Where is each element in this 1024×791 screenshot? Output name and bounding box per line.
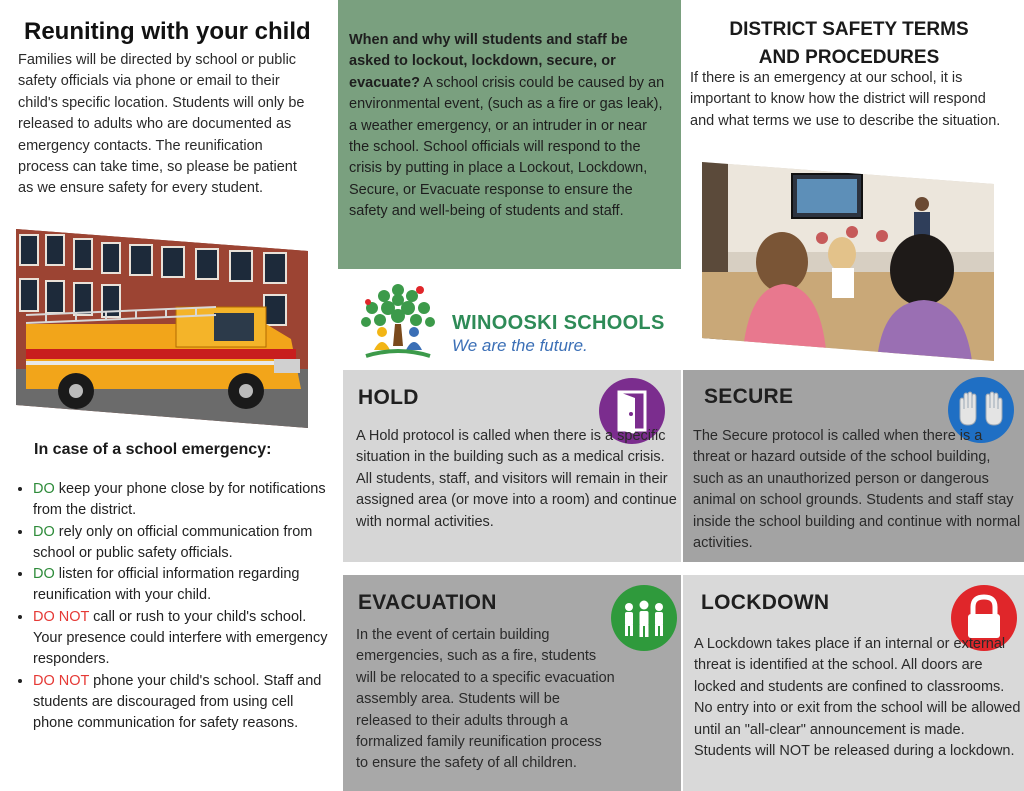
do-label: DO xyxy=(33,566,55,583)
lockdown-panel xyxy=(683,575,1024,791)
tip-text: rely only on official communication from school or public safety officials. xyxy=(33,523,313,561)
evacuation-title: EVACUATION xyxy=(358,591,497,614)
logo-tagline: We are the future. xyxy=(452,336,588,355)
do-label: DO xyxy=(33,481,55,497)
hold-body: A Hold protocol is called when there is a specific situation in the building such as a medical crisis. All students, staff, and visitors will remain in their assigned area (or move into a room) and continue with normal activities. xyxy=(356,428,677,530)
logo-name: WINOOSKI SCHOOLS xyxy=(452,312,665,334)
why-answer: A school crisis could be caused by an environmental event, (such as a fire or gas leak), a weather emergency, or an intruder in or near the school. School officials will respond to the crisis by putting in place a Lockout, Lockdown, Secure, or Evacuate response to ensure the safety and well-being of students and staff. xyxy=(349,74,665,220)
do-label: DO xyxy=(33,523,55,540)
hold-title: HOLD xyxy=(358,386,419,409)
tip-text: listen for official information regarding reunification with your child. xyxy=(33,566,300,604)
reunite-body: Families will be directed by school or public safety officials via phone or email to their child's specific location. Students will only be released to adults who are documented as emergency contacts. The reunification process can take time, so please be patient as we ensure safety for every student. xyxy=(18,52,305,197)
classroom-photo xyxy=(702,162,994,361)
people-group-icon xyxy=(611,585,677,651)
tip-text: call or rush to your child's school. Your presence could interfere with emergency responders. xyxy=(33,608,328,668)
reunite-title: Reuniting with your child xyxy=(24,18,311,45)
why-text xyxy=(349,30,669,223)
do-not-label: DO NOT xyxy=(33,608,90,625)
tip-text: phone your child's school. Staff and students are discouraged from using cell phone communication for safety reasons. xyxy=(33,672,322,732)
list-item xyxy=(33,564,336,607)
evacuation-body: In the event of certain building emergencies, such as a fire, students will be relocated to a specific evacuation assembly area. Students will be released to their adults through a formalized family reunification process to ensure the safety of all children. xyxy=(356,627,615,772)
secure-panel xyxy=(683,370,1024,562)
district-title-line1: DISTRICT SAFETY TERMS xyxy=(729,19,969,40)
evacuation-panel xyxy=(343,575,681,791)
secure-title: SECURE xyxy=(704,385,794,408)
fire-truck-photo xyxy=(16,229,308,428)
tree-logo-icon xyxy=(358,280,438,364)
list-item xyxy=(33,607,336,671)
list-item xyxy=(33,479,336,522)
hold-panel xyxy=(343,370,681,562)
district-title xyxy=(690,16,1008,72)
why-panel xyxy=(338,0,681,269)
tip-text: keep your phone close by for notifications from the district. xyxy=(33,481,326,519)
district-body: If there is an emergency at our school, it is important to know how the district will respond and what terms we use to describe the situation. xyxy=(690,70,1001,129)
district-title-line2: AND PROCEDURES xyxy=(758,47,940,68)
list-item xyxy=(33,522,336,565)
emergency-tips-list xyxy=(18,479,336,735)
lockdown-body: A Lockdown takes place if an internal or external threat is identified at the school. All doors are locked and students are confined to classrooms. No entry into or exit from the school will be allowed until an "all-clear" announcement is made. Students will NOT be released during a lockdown. xyxy=(694,636,1021,760)
list-item xyxy=(33,671,336,735)
lockdown-title: LOCKDOWN xyxy=(701,591,830,614)
emergency-title: In case of a school emergency: xyxy=(34,441,272,458)
do-not-label: DO NOT xyxy=(33,672,90,689)
secure-body: The Secure protocol is called when there is a threat or hazard outside of the school building, such as an unauthorized person or dangerous animal on school grounds. Students and staff stay inside the school building and continue with normal activities. xyxy=(693,428,1021,552)
why-question: When and why will students and staff be asked to lockout, lockdown, secure, or evacuate? xyxy=(349,32,628,91)
